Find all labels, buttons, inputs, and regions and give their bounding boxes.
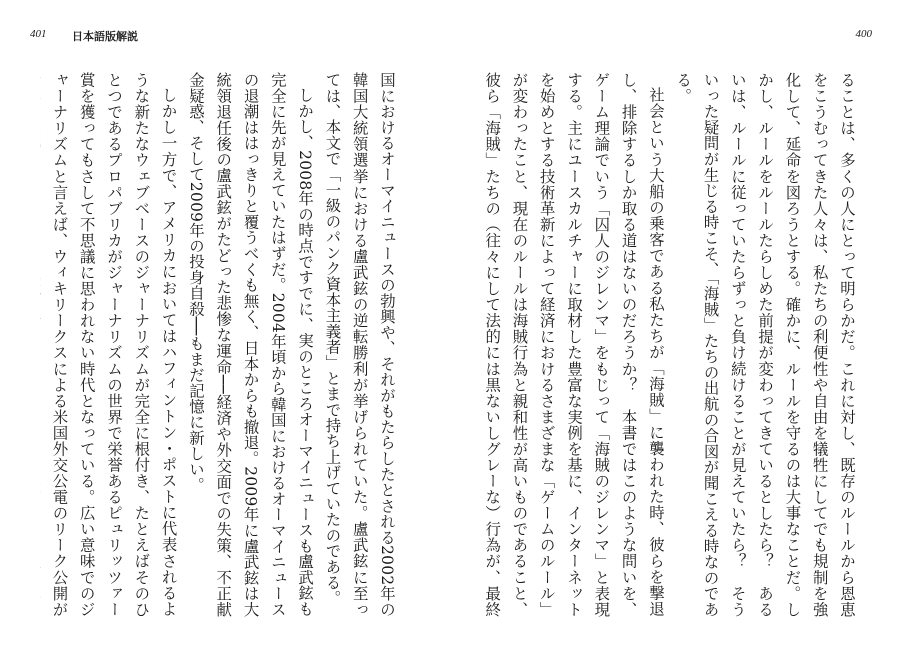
running-head: 日本語版解説 (72, 30, 138, 43)
paragraph: 国におけるオーマイニュースの勃興や、それがもたらしたとされる2002年の韓国大統領選挙における盧武鉉の逆転勝利が挙げられていた。盧武鉉に至っては、本文で「一級のパンク資本主義者」とまで持ち上げていたのである。 (323, 72, 396, 617)
page-number: 400 (855, 28, 872, 40)
page-number: 401 (30, 28, 47, 40)
paragraph: しかし、2008年の時点ですでに、実のところオーマイニュースも盧武鉉も完全に先が見えていたはずだ。2004年頃から韓国におけるオーマイニュースの退潮ははっきりと覆うべくも無く、日本からも撤退。2009年に盧武鉉は大統領退任後の盧武鉉がたどった悲惨な運命──経済や外交面での失策、不正献金疑惑、そして2009年の投身自殺──もまだ記憶に新しい。 (186, 72, 315, 617)
page-body-text (40, 72, 400, 617)
right-page (450, 0, 900, 661)
paragraph: しかし一方で、アメリカにおいてはハフィントン・ポストに代表されるような新たなウェブベースのジャーナリズムが完全に根付き、たとえばそのひとつであるプロパブリカがジャーナリズムの世界で栄誉あるピュリッツァー賞を獲ってもさして不思議に思われない時代となっている。広い意味でのジャーナリズムと言えば、ウィキリークスによる米国外交公電のリーク公開が (50, 72, 178, 617)
paragraph: 社会という大船の乗客である私たちが「海賊」に襲われた時、彼らを撃退し、排除するしか取る道はないのだろうか？ 本書ではこのような問いを、ゲーム理論でいう「囚人のジレンマ」をもじって「海賊のジレンマ」と表現する。主にユースカルチャーに取材した豊富な実例を基に、インターネットを始めとする技術革新によって経済におけるさまざまな「ゲームのルール」が変わったこと、現在のルールは海賊行為と親和性が高いものであること、彼ら「海賊」たちの（往々にして法的には黒ないしグレーな）行為が、最終 (483, 72, 665, 617)
paragraph: ることは、多くの人にとって明らかだ。これに対し、既存のルールから恩恵をこうむってきた人々は、私たちの利便性や自由を犠牲にしてでも規制を強化して、延命を図ろうとする。確かに、ルールを守るのは大事なことだ。しかし、ルールをルールたらしめた前提が変わってきているとしたら？ あるいは、ルールに従っていたらずっと負け続けることが見えていたら？ そういった疑問が生じる時こそ、「海賊」たちの出航の合図が聞こえる時なのである。 (674, 72, 856, 617)
page-body-text (480, 72, 860, 617)
